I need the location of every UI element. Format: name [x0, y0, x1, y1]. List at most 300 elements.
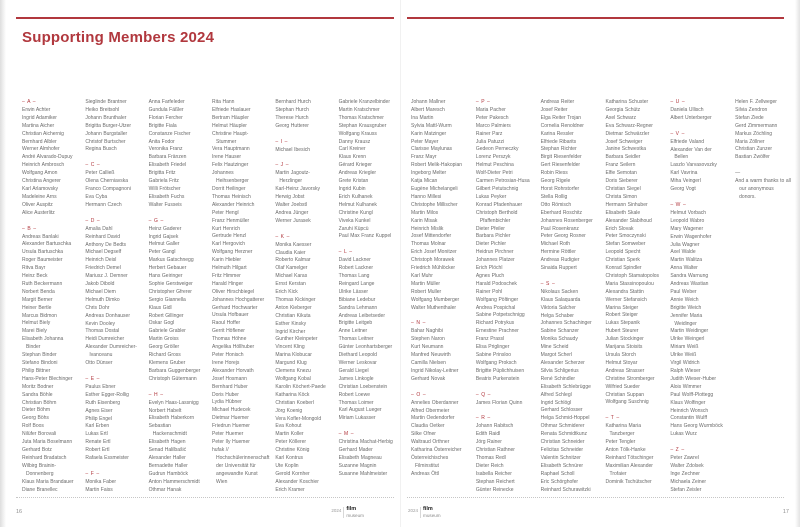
- section-letter-header: – Q –: [475, 391, 492, 398]
- member-name: Albert Unterberger: [670, 114, 712, 121]
- member-name: Alexander Dumreicher-Ivanceanu: [85, 344, 137, 359]
- member-name: Andreas Wastian: [670, 281, 709, 288]
- section-gap: [275, 226, 329, 234]
- member-name: Richard Potrykus: [475, 320, 515, 327]
- member-name: Erwin Achter: [22, 106, 51, 113]
- member-name: Ina Martin: [411, 114, 434, 121]
- member-name: Eva Kohout: [275, 423, 302, 430]
- member-name: Brigitte Fiala: [148, 122, 177, 129]
- section-letter-header: – Z –: [670, 447, 685, 454]
- member-name: Christian Siegel: [605, 185, 641, 192]
- member-name: Stephen Naron: [411, 336, 445, 343]
- page-right: [400, 0, 800, 527]
- member-name: Edith Raidl: [475, 431, 501, 438]
- member-name: Andreas Leibetseder: [338, 312, 385, 319]
- member-name: Irene Horejs: [211, 359, 240, 366]
- member-name: Alice Austerlitz: [22, 209, 55, 216]
- member-name: Hans Geiringer: [148, 273, 183, 280]
- member-name: Robert Melik-Hakopian: [411, 162, 463, 169]
- member-name: Chris Dohr: [85, 304, 110, 311]
- member-name: Marcus Bidmon: [22, 312, 57, 319]
- member-name: Ralph Wieser: [670, 368, 701, 374]
- member-name: Hermann Czech: [85, 201, 122, 208]
- brand-year: 2024: [408, 508, 419, 514]
- member-name: Stefan Somweber: [605, 241, 646, 248]
- member-name: Johannes Hochgatterer: [211, 296, 265, 303]
- member-name: Peter Smoczynski: [605, 233, 646, 240]
- member-name: Erwin Wagenhofer: [670, 233, 712, 240]
- member-name: Daniela Ullisch: [670, 106, 704, 113]
- member-name: Susanne Mahlmeister: [338, 470, 388, 477]
- member-name: Alexander Horvath: [211, 367, 254, 374]
- member-name: Hermann Sinhuber: [605, 201, 648, 208]
- film-museum-logo: [331, 507, 364, 518]
- member-name: Reinhard Bradatsch: [22, 454, 67, 461]
- member-name: Oliver Auspitz: [22, 201, 53, 208]
- member-name: Wolfgang Pöltinger: [475, 296, 519, 303]
- name-column: [85, 99, 139, 496]
- member-name: Helmut Kulhanek: [338, 201, 377, 208]
- member-name: Maria Stassinopoulou: [605, 280, 654, 287]
- member-name: Heinrich Deisl: [85, 257, 117, 264]
- member-name: Barbara Fränzen: [148, 154, 187, 161]
- member-name: Gerold Kornher: [275, 470, 310, 477]
- page-title: Supporting Members 2024: [22, 29, 215, 46]
- member-name: Peter Hengl: [211, 209, 239, 216]
- member-name: Alexander Haller: [148, 454, 186, 461]
- member-name: Robin Riess: [540, 170, 568, 177]
- member-name: Walter Muthenthaler: [411, 304, 457, 311]
- member-name: Martin Oedendorfer: [411, 415, 455, 422]
- section-letter-header: – O –: [411, 391, 427, 398]
- member-name: Robert Lackner: [338, 265, 374, 272]
- member-name: Karl Hergovich: [211, 241, 245, 248]
- section-letter-header: – D –: [85, 217, 101, 224]
- member-name: Lukas Stepanik: [605, 320, 640, 327]
- member-name: Helmut Galler: [148, 241, 180, 248]
- member-name: Karl-Heinz Javorsky: [275, 186, 320, 193]
- member-name: Alexander Heinrich: [211, 201, 255, 208]
- member-name: Katja Mican: [411, 178, 438, 185]
- member-name: Ingeborg Melter: [411, 170, 447, 177]
- member-name: Karl Vavrina: [670, 170, 698, 177]
- member-name: Erich Kulhanek: [338, 193, 373, 200]
- name-column: [605, 99, 661, 496]
- member-name: Agnes Eiser: [85, 407, 113, 414]
- member-name: Markus Zöchling: [735, 130, 773, 137]
- member-name: Margit Berner: [22, 296, 53, 303]
- member-name: Karl Arlamovsky: [22, 185, 59, 192]
- member-name: Johannes Heihsenberger: [211, 170, 249, 185]
- member-name: Barbara Guggenberger: [148, 367, 201, 374]
- member-name: Peter Honisch: [211, 352, 244, 358]
- section-letter-header: – L –: [338, 249, 353, 256]
- member-name: Heiner Bertle: [22, 304, 52, 311]
- member-name: Bernhard Hurch: [275, 99, 311, 105]
- member-name: Vera Kofler-Mongold: [275, 415, 322, 422]
- member-name: Thomas Höhne: [211, 336, 247, 343]
- member-name: Nilüfer Borovali: [22, 431, 57, 438]
- member-name: Robert Muller: [411, 288, 442, 295]
- section-gap: [670, 194, 726, 202]
- member-name: Axel Walde: [670, 249, 696, 256]
- member-name: Alexander Koschier: [275, 478, 319, 485]
- member-name: Werner Jurasek: [275, 217, 311, 224]
- member-name: Axel Schwarz: [605, 114, 636, 121]
- member-name: Brigitta Fritz: [148, 170, 176, 177]
- member-name: Doris Sieberer: [605, 178, 638, 185]
- member-name: Gérard Krieger: [338, 162, 372, 169]
- member-name: Felicitas Schneider: [540, 446, 584, 453]
- member-name: Thomas Loimer: [338, 399, 374, 406]
- page-number: 16: [16, 509, 23, 515]
- member-name: Harald Podoschek: [475, 280, 517, 287]
- member-name: Claudia Oetker: [411, 423, 445, 430]
- name-column: [541, 99, 597, 496]
- member-name: Bahar Naghibi: [411, 328, 443, 335]
- member-name: Gertrude Henzl: [211, 233, 247, 240]
- member-name: Barbara Seidler: [605, 154, 641, 161]
- member-name: Heinz Gaderer: [148, 225, 182, 232]
- section-gap: [605, 407, 661, 415]
- member-name: Oskar Gogl: [148, 320, 175, 327]
- member-name: Philip Engel: [85, 415, 112, 422]
- member-name: Viktoria Salcher: [540, 304, 576, 311]
- member-name: Erich Josef Monitzer: [411, 249, 457, 256]
- member-name: Heinrich Ambrosch: [22, 162, 65, 169]
- member-name: Amalia Dahl: [85, 225, 113, 232]
- member-name: Christian Koeberl: [275, 399, 314, 406]
- member-name: Paul Max Franz Kuppel: [338, 233, 392, 240]
- member-name: Michael Diem: [85, 288, 116, 295]
- member-name: Heidi Dumreicher: [85, 336, 125, 343]
- name-column: [339, 99, 393, 496]
- member-name: Roger Baumeister: [22, 257, 63, 264]
- member-name: Valentin Schnitzer: [540, 454, 581, 461]
- member-name: Olaf Kamelger: [275, 265, 308, 272]
- member-name: Horst Rohrstorfer: [540, 185, 580, 192]
- member-name: Georgia Schütz: [605, 106, 641, 113]
- member-name: Rainer Parz: [475, 130, 503, 137]
- member-name: Bernadette Haller: [148, 462, 188, 469]
- member-name: Alexandra Stattin: [605, 288, 644, 295]
- member-name: Martin Weidinger: [670, 328, 709, 335]
- member-name: Olena Cherniavska: [85, 178, 129, 185]
- member-name: Fritz Himmer: [211, 272, 241, 279]
- member-name: Elisabeth Magneau: [338, 454, 382, 461]
- member-name: Christoph Morawek: [411, 257, 455, 264]
- member-name: Ritva Bayr: [22, 265, 46, 272]
- member-name: Bibiane Ledebur: [338, 296, 376, 303]
- member-name: Raoul Hoffer: [211, 320, 241, 327]
- member-name: Johannes Schachinger: [540, 320, 592, 327]
- member-name: Gudrun Hamböck: [148, 470, 189, 477]
- member-name: Georg Gröller: [148, 344, 180, 351]
- member-name: Konrad Pfadenhauer: [475, 201, 523, 208]
- member-name: Martin Kratschmer: [338, 106, 380, 113]
- member-name: Eva Cyba: [85, 193, 108, 200]
- section-letter-header: – V –: [670, 130, 685, 137]
- member-name: Maria Zöllner: [735, 138, 765, 145]
- section-letter-header: – E –: [85, 376, 101, 382]
- member-name: Österreichisches Filminstitut: [411, 454, 449, 469]
- member-name: Johann Mallner: [411, 99, 446, 105]
- member-name: Karin Misak: [411, 217, 438, 224]
- member-name: Christian Schneider: [540, 439, 585, 446]
- member-name: Sylvia Mattl-Wurm: [411, 122, 452, 129]
- member-name: Karin Hiebler: [211, 257, 242, 264]
- member-name: Jörg Koenig: [275, 407, 303, 414]
- section-gap: [735, 162, 791, 170]
- member-name: Gerhard Botz: [22, 446, 52, 453]
- member-name: Annelies Oberdanner: [411, 399, 459, 406]
- member-name: Christian Loebenstein: [338, 383, 388, 390]
- member-name: Miriam Lukasser: [338, 415, 376, 422]
- member-name: Vera Hauptmann: [211, 146, 250, 153]
- member-name: Sebastian Hackenschmidt: [148, 423, 187, 438]
- member-name: Christian Suppan: [605, 391, 645, 398]
- member-name: Bernhard Huber: [211, 383, 248, 390]
- member-name: Friedrich Demel: [85, 265, 121, 272]
- section-gap: [85, 463, 139, 471]
- member-name: Diane Branellec: [22, 486, 58, 493]
- member-name: Alexander Slabihoud: [605, 217, 652, 224]
- member-name: Ingrid Kubin: [338, 185, 366, 192]
- member-name: Wolfgang Proksch: [475, 359, 517, 366]
- member-name: Günter Reinecke: [475, 486, 514, 493]
- member-name: Walter Joebstl: [275, 201, 308, 208]
- member-name: Karolin Köchert-Paede: [275, 383, 326, 390]
- section-gap: [149, 384, 203, 392]
- member-name: Sabine Potpetschnigg: [475, 312, 525, 319]
- member-name: Georg Hutterer: [275, 122, 309, 129]
- member-name: Thomas Heinisch: [211, 193, 251, 200]
- member-name: Christine Kungl: [338, 209, 373, 216]
- member-name: Thomas Lang: [338, 273, 370, 280]
- section-gap: [670, 439, 726, 447]
- member-name: Monika Faber: [85, 478, 117, 485]
- member-name: Helga Schaber: [540, 312, 574, 319]
- member-name: Alfred Obermeier: [411, 407, 450, 414]
- member-name: Bertram Häupler: [211, 114, 249, 121]
- member-name: Eva Schwarz-Regner: [605, 122, 653, 129]
- member-name: Werner Leskovar: [338, 360, 377, 366]
- page-edge-shadow: [795, 0, 800, 527]
- member-name: Esther Kinsky: [275, 320, 307, 327]
- member-name: Lukas Peyker: [475, 193, 507, 200]
- member-name: Claudia Kaier: [275, 249, 306, 256]
- section-letter-header: – R –: [475, 415, 491, 422]
- member-name: Dieter Böhm: [22, 407, 50, 414]
- member-name: Gundula Fäßler: [148, 106, 184, 113]
- member-name: Inge Zechner: [670, 470, 700, 477]
- member-name: Gerhard Schlosser: [540, 407, 583, 414]
- member-name: Christian Kikuta: [275, 312, 311, 319]
- member-name: Robert Steiger: [605, 312, 638, 319]
- member-name: Christina Machat-Herbig: [338, 439, 393, 446]
- member-name: Gabriela Fritz: [148, 178, 179, 185]
- member-name: Gert Riesenfelder: [540, 162, 581, 169]
- member-name: Viveka Kunkel: [338, 217, 371, 224]
- member-name: Laszlo Varvasovszky: [670, 162, 717, 169]
- member-name: Florian Fercher: [148, 114, 183, 121]
- member-name: Hanno Millesi: [411, 193, 442, 200]
- member-name: Angelika Höllhuber: [211, 344, 255, 351]
- member-name: Robert Gillinger: [148, 312, 184, 319]
- member-name: Johannes Platzer: [475, 257, 515, 264]
- member-name: Katharina Österreicher: [411, 447, 462, 454]
- member-name: Elisa Priglinger: [475, 344, 510, 351]
- top-red-rule: [16, 17, 394, 19]
- member-name: Virgil Widrich: [670, 360, 700, 367]
- member-name: Markus Gatschnegg: [148, 257, 194, 264]
- member-name: Regina Busch: [85, 146, 117, 153]
- member-name: Janine Schwestka: [605, 146, 646, 153]
- member-name: Miriam Weiß: [670, 344, 699, 351]
- member-name: Mariusz J. Demner: [85, 273, 128, 280]
- member-name: Christine Stromberger: [605, 375, 655, 382]
- section-gap: [339, 423, 393, 431]
- member-name: Michael Hudecek: [211, 407, 251, 414]
- member-name: Alexander Bartuschka: [22, 241, 72, 248]
- section-letter-header: – K –: [275, 233, 290, 240]
- member-name: Thomas Redl: [475, 454, 506, 461]
- member-name: Ulrike Weingerl: [670, 336, 705, 343]
- member-name: Martin Milos: [411, 209, 439, 216]
- member-name: René Schindler: [540, 375, 576, 382]
- member-name: Dieter Reich: [475, 462, 504, 469]
- member-name: Karl Muhr: [411, 272, 433, 279]
- member-name: Bastian Zwölfer: [735, 154, 770, 161]
- member-name: Silvia Zendron: [735, 106, 768, 113]
- member-name: Alexander Van der Bellen: [670, 146, 712, 161]
- member-name: Silvia Schligerius: [540, 367, 579, 374]
- section-letter-header: – J –: [275, 162, 290, 169]
- member-name: Jakob Dibold: [85, 281, 115, 288]
- member-name: Marina Steiger: [605, 304, 639, 311]
- member-name: Elfriede Haslauer: [211, 106, 251, 113]
- member-name: Reinhard Schurawitzki: [540, 486, 591, 493]
- member-name: Stephan Binder: [22, 352, 57, 359]
- member-name: Christoph Berthold Pfaffenbichler: [475, 209, 518, 224]
- member-name: Christopher Gfrerer: [148, 288, 192, 295]
- member-name: Heinrich Mislik: [411, 225, 444, 232]
- section-gap: [476, 384, 532, 392]
- member-name: Konrad Spindler: [605, 265, 642, 272]
- member-name: Wolfgang Herzner: [211, 249, 253, 256]
- member-name: Jörg Rainer: [475, 439, 502, 446]
- member-name: Christian Böhm: [22, 399, 57, 406]
- section-letter-header: – S –: [540, 280, 556, 287]
- section-letter-header: – N –: [411, 320, 426, 327]
- member-name: Michael Ibesich: [275, 146, 310, 153]
- member-name: Leopold Specht: [605, 249, 641, 256]
- member-name: Ulrike Lässer: [338, 288, 369, 295]
- member-name: Dorrit Heilinger: [211, 185, 246, 192]
- member-name: Erich Kramer: [275, 486, 305, 493]
- member-name: Elisabeth Haberkorn: [148, 415, 195, 422]
- section-letter-header: – W –: [670, 201, 687, 208]
- member-name: Othmar Schmiderer: [540, 423, 585, 430]
- member-name: Margot Scherl: [540, 352, 572, 359]
- section-gap: [339, 241, 393, 249]
- member-name: Wolf-Dieter Petri: [475, 170, 513, 177]
- member-name: Leopold Wabro: [670, 217, 705, 224]
- member-name: Johann Brunthaler: [85, 114, 127, 121]
- member-name: Georg Rigele: [540, 178, 571, 185]
- member-name: Anton Hammerschmidt: [148, 478, 200, 485]
- member-name: Marco Palmiers: [475, 122, 511, 129]
- member-name: Renate Ertl: [85, 439, 111, 446]
- member-name: Rainer Pohl: [475, 288, 503, 295]
- member-name: Helmut Stoyar: [605, 359, 638, 366]
- member-name: Josef Mittendorfer: [411, 233, 452, 240]
- section-gap: [411, 384, 467, 392]
- member-name: Cornelia Renoldner: [540, 122, 584, 129]
- member-name: Eberhard Roschitz: [540, 209, 582, 216]
- member-name: Martin Jagoutz-Herzlinger: [275, 170, 310, 185]
- member-name: Moritz Bodner: [22, 383, 54, 390]
- section-gap: [85, 368, 139, 376]
- member-name: Dietmar Schwärzler: [605, 130, 650, 137]
- member-name: Carmen Petrosian-Husa: [475, 178, 530, 185]
- member-name: Lydia Hübner: [211, 399, 242, 406]
- member-name: Ruth Beckermann: [22, 280, 63, 287]
- member-name: Gabriele Kranzelbinder: [338, 99, 390, 105]
- member-name: Erich Kick: [275, 289, 298, 296]
- member-name: Christa Simon: [605, 193, 638, 200]
- member-name: Maximilian Alexander Trofaier: [605, 462, 653, 477]
- member-name: Alois Wimmer: [670, 383, 702, 390]
- member-name: Ernst Kerstan: [275, 281, 306, 288]
- member-name: Ingrid Kircher: [275, 328, 306, 335]
- member-name: Reingard Lange: [338, 280, 375, 287]
- member-name: Andreas Kriegler: [338, 170, 377, 177]
- name-columns-left: [22, 99, 393, 496]
- member-name: Erich Plöchl: [475, 265, 503, 272]
- member-name: Clemens Knezu: [275, 368, 311, 375]
- member-name: Lorenz Perszyk: [475, 154, 511, 161]
- section-letter-header: – T –: [605, 415, 620, 422]
- member-name: Stefan Zeisler: [670, 486, 702, 493]
- member-name: Sandra Warnung: [670, 273, 709, 280]
- member-name: Wilfried Sueder: [605, 383, 640, 390]
- member-name: —: [735, 170, 741, 177]
- name-column: [411, 99, 467, 496]
- member-name: Thomas Dostal: [85, 328, 120, 335]
- member-name: Elisabeth Johanna Binder: [22, 336, 64, 351]
- member-name: Helen F. Zellweger: [735, 99, 777, 105]
- member-name: Christian Sperk: [605, 257, 640, 264]
- member-name: Andreas Banlaki: [22, 233, 59, 240]
- member-name: Wolfgang Kobal: [275, 376, 311, 382]
- member-name: Karina Ressler: [540, 130, 574, 137]
- name-column: [275, 99, 329, 496]
- member-name: Evelyn Haas-Lassnigg: [148, 399, 199, 406]
- top-red-rule: [407, 17, 784, 19]
- brand-line-film: film: [423, 506, 433, 513]
- section-letter-header: – P –: [475, 99, 491, 105]
- member-name: Sandra Böhle: [22, 391, 53, 398]
- member-name: Christian Rathner: [475, 447, 515, 454]
- member-name: Ingrid Schlögl: [540, 399, 572, 406]
- member-name: Christian Zunzer: [735, 146, 773, 153]
- member-name: Constanze Fischer: [148, 130, 191, 137]
- member-name: Monika Kaesser: [275, 241, 312, 248]
- member-name: Friedrich Mühlöcker: [411, 265, 456, 272]
- member-name: Johann Rabitsch: [475, 423, 514, 430]
- member-name: Anne Leitner: [338, 328, 368, 335]
